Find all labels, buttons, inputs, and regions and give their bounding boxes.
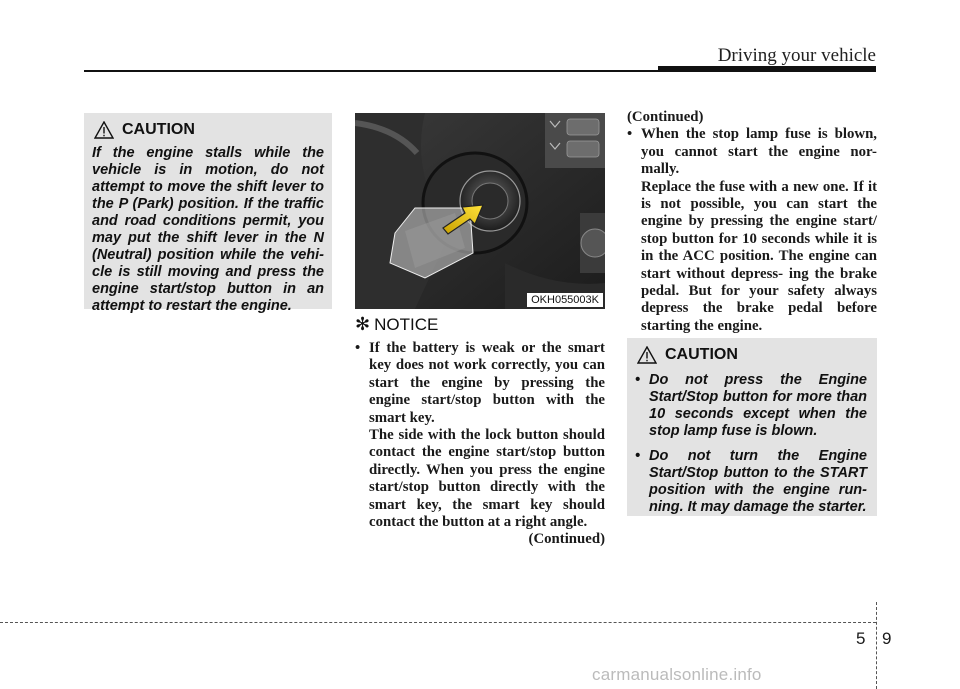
caution-header — [637, 346, 867, 364]
notice-item-text-2: The side with the lock button should contact the engine start/stop button directly. When you press the engine start/stop button directly with the smart key, the smart key should contact the button at a right angle. — [369, 427, 605, 531]
notice-title: NOTICE — [374, 314, 439, 334]
caution-title: CAUTION — [665, 346, 738, 363]
engine-start-stop-button-photo — [355, 113, 605, 309]
caution-box-left — [84, 113, 332, 314]
warning-triangle-icon — [637, 346, 657, 364]
page-number: 9 — [882, 629, 892, 648]
caution-list-item: • Do not turn the Engine Start/Stop button to the START position with the engine run- ning. It may damage the starter. — [635, 448, 867, 516]
caution-title: CAUTION — [122, 121, 195, 138]
star-icon: ✻ — [355, 314, 371, 334]
continued-label-right: (Continued) — [627, 109, 704, 125]
continued-label: (Continued) — [528, 531, 605, 548]
watermark: carmanualsonline.info — [592, 665, 762, 684]
notice-heading — [355, 314, 438, 335]
engine-start-button-photo — [355, 113, 605, 309]
right-column-item — [627, 126, 877, 335]
warning-triangle-icon — [94, 121, 114, 139]
caution-header — [94, 121, 324, 139]
header-rule-accent — [658, 66, 876, 72]
photo-reference-label: OKH055003K — [527, 293, 603, 307]
page-header-title: Driving your vehicle — [717, 45, 876, 66]
right-item-text-2: Replace the fuse with a new one. If it is not possible, you can start the engine by pressing the engine start/ stop button for 10 seconds while it is in the ACC position. The engine can start without depress- ing the brake pedal. But for your safety always depress the brake pedal before starting the engine. — [641, 178, 877, 334]
footer-divider — [0, 622, 876, 623]
footer-vertical-divider — [876, 602, 877, 689]
right-item-text: • When the stop lamp fuse is blown, you cannot start the engine nor- mally. — [641, 126, 877, 178]
chapter-number: 5 — [856, 629, 866, 648]
caution-list-item: • Do not press the Engine Start/Stop button for more than 10 seconds except when the stop lamp fuse is blown. — [635, 372, 867, 440]
caution-box-right — [627, 338, 877, 516]
notice-body — [355, 340, 605, 549]
notice-item-text: • If the battery is weak or the smart key does not work correctly, you can start the engine by pressing the engine start/stop button with the smart key. — [369, 340, 605, 426]
right-column-text — [627, 109, 877, 335]
caution-list — [635, 372, 867, 516]
caution-text: If the engine stalls while the vehicle is in motion, do not attempt to move the shift lever to the P (Park) position. If the traffic and road conditions permit, you may put the shift lever in the N (Neutral) position while the vehi- cle is still moving and press the engine start/stop button in an attempt to restart the engine. — [92, 145, 324, 314]
notice-item — [355, 340, 605, 549]
